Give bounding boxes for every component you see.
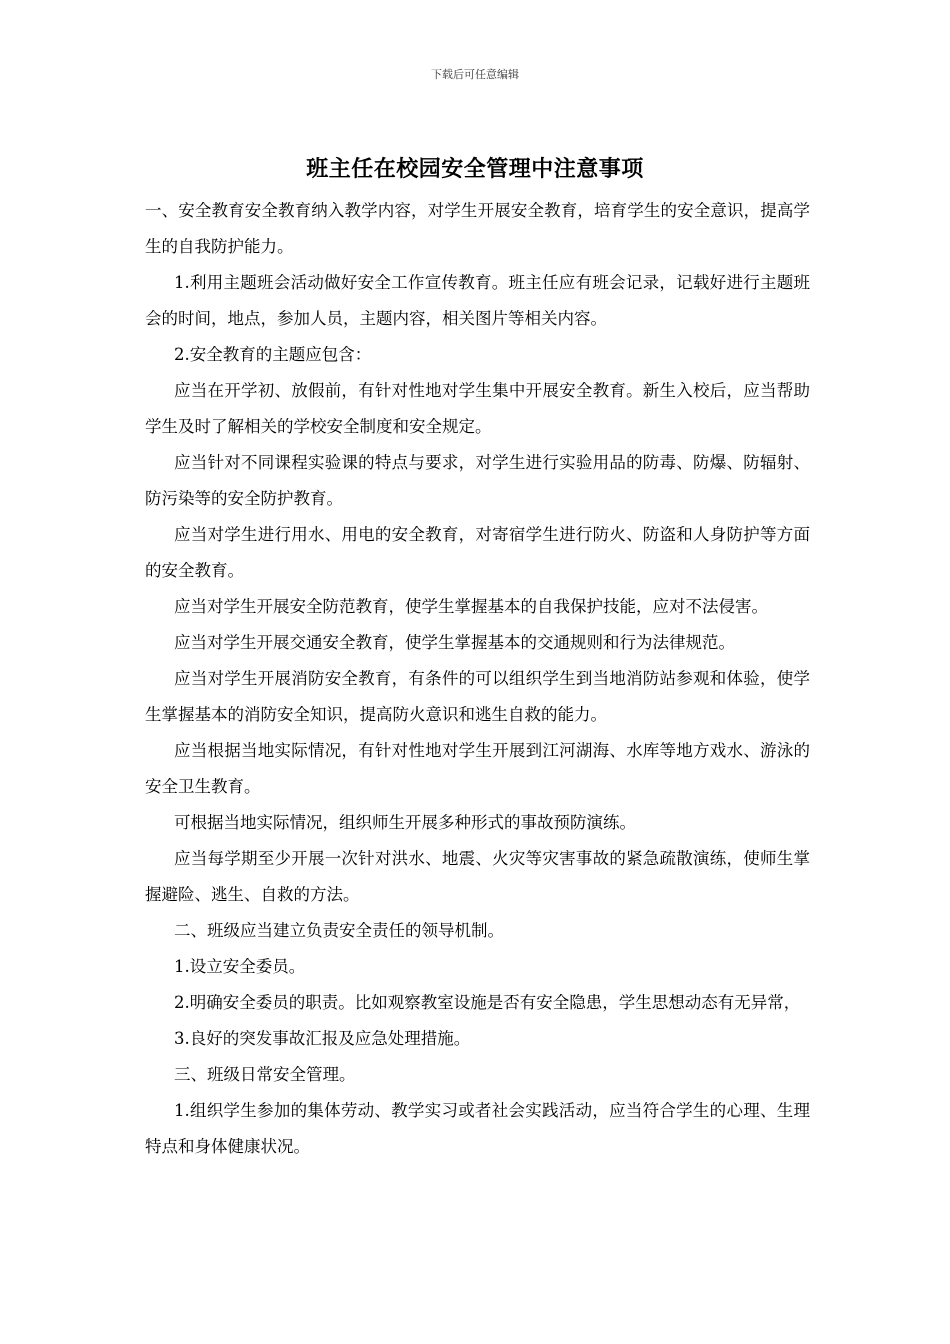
paragraph: 1.组织学生参加的集体劳动、教学实习或者社会实践活动，应当符合学生的心理、生理特点和身体健康状况。 [145, 1101, 810, 1156]
section-heading: 三、班级日常安全管理。 [174, 1065, 356, 1084]
paragraph: 1.设立安全委员。 [174, 957, 306, 976]
paragraph: 2.明确安全委员的职责。比如观察教室设施是否有安全隐患，学生思想动态有无异常， [174, 993, 801, 1012]
section-heading: 二、班级应当建立负责安全责任的领导机制。 [174, 921, 504, 940]
paragraph: 应当对学生开展安全防范教育，使学生掌握基本的自我保护技能，应对不法侵害。 [174, 597, 768, 616]
paragraph: 应当根据当地实际情况，有针对性地对学生开展到江河湖海、水库等地方戏水、游泳的安全卫生教育。 [145, 741, 810, 796]
document-body [145, 193, 810, 1165]
paragraph: 应当对学生开展交通安全教育，使学生掌握基本的交通规则和行为法律规范。 [174, 633, 735, 652]
paragraph: 应当对学生进行用水、用电的安全教育，对寄宿学生进行防火、防盗和人身防护等方面的安全教育。 [145, 525, 810, 580]
paragraph: 3.良好的突发事故汇报及应急处理措施。 [174, 1029, 471, 1048]
paragraph: 1.利用主题班会活动做好安全工作宣传教育。班主任应有班会记录，记载好进行主题班会的时间，地点，参加人员，主题内容，相关图片等相关内容。 [145, 273, 810, 328]
paragraph: 应当在开学初、放假前，有针对性地对学生集中开展安全教育。新生入校后，应当帮助学生及时了解相关的学校安全制度和安全规定。 [145, 381, 810, 436]
paragraph: 一、安全教育安全教育纳入教学内容，对学生开展安全教育，培育学生的安全意识，提高学生的自我防护能力。 [145, 201, 810, 256]
paragraph: 应当针对不同课程实验课的特点与要求，对学生进行实验用品的防毒、防爆、防辐射、防污染等的安全防护教育。 [145, 453, 810, 508]
document-title: 班主任在校园安全管理中注意事项 [306, 157, 644, 182]
paragraph: 应当对学生开展消防安全教育，有条件的可以组织学生到当地消防站参观和体验，使学生掌握基本的消防安全知识，提高防火意识和逃生自救的能力。 [145, 669, 810, 724]
paragraph: 2.安全教育的主题应包含： [174, 345, 372, 364]
paragraph: 可根据当地实际情况，组织师生开展多种形式的事故预防演练。 [174, 813, 636, 832]
page-header-note: 下载后可任意编辑 [431, 68, 519, 81]
paragraph: 应当每学期至少开展一次针对洪水、地震、火灾等灾害事故的紧急疏散演练，使师生掌握避险、逃生、自救的方法。 [145, 849, 810, 904]
